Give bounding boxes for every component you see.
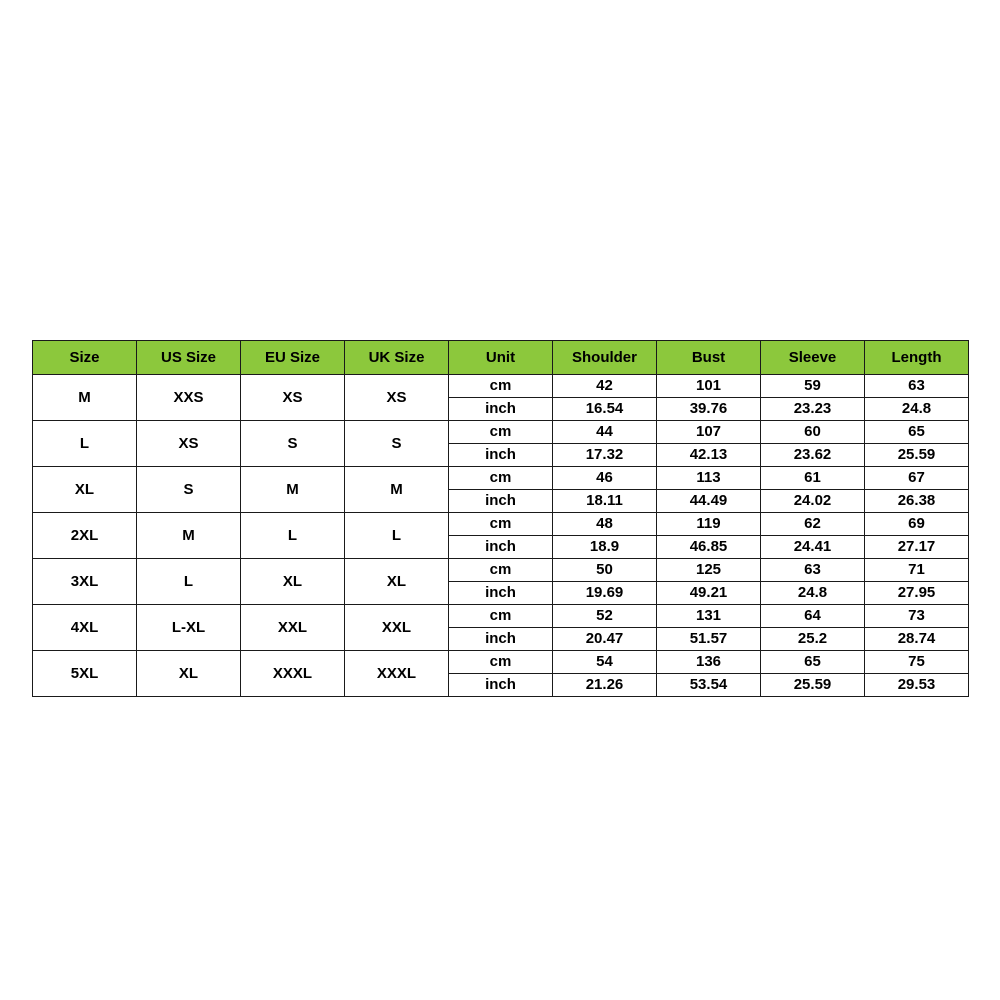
unit-cm-cell: cm <box>449 467 553 490</box>
length-cm-cell: 73 <box>865 605 969 628</box>
length-cm-cell: 75 <box>865 651 969 674</box>
sleeve-inch-cell: 25.59 <box>761 674 865 697</box>
uk-size-cell: XL <box>345 559 449 605</box>
length-inch-cell: 27.17 <box>865 536 969 559</box>
sleeve-inch-cell: 24.02 <box>761 490 865 513</box>
shoulder-cm-cell: 48 <box>553 513 657 536</box>
header-length: Length <box>865 341 969 375</box>
unit-cm-cell: cm <box>449 375 553 398</box>
size-cell: L <box>33 421 137 467</box>
header-size: Size <box>33 341 137 375</box>
table-row <box>33 559 969 582</box>
sleeve-cm-cell: 64 <box>761 605 865 628</box>
us-size-cell: L <box>137 559 241 605</box>
eu-size-cell: M <box>241 467 345 513</box>
length-cm-cell: 71 <box>865 559 969 582</box>
header-eu-size: EU Size <box>241 341 345 375</box>
eu-size-cell: XXXL <box>241 651 345 697</box>
unit-inch-cell: inch <box>449 398 553 421</box>
size-cell: 4XL <box>33 605 137 651</box>
sleeve-cm-cell: 60 <box>761 421 865 444</box>
uk-size-cell: L <box>345 513 449 559</box>
sleeve-cm-cell: 61 <box>761 467 865 490</box>
header-sleeve: Sleeve <box>761 341 865 375</box>
unit-cm-cell: cm <box>449 421 553 444</box>
shoulder-inch-cell: 18.11 <box>553 490 657 513</box>
length-inch-cell: 28.74 <box>865 628 969 651</box>
unit-cm-cell: cm <box>449 559 553 582</box>
size-cell: 5XL <box>33 651 137 697</box>
sleeve-inch-cell: 23.23 <box>761 398 865 421</box>
size-cell: M <box>33 375 137 421</box>
bust-inch-cell: 39.76 <box>657 398 761 421</box>
uk-size-cell: S <box>345 421 449 467</box>
us-size-cell: L-XL <box>137 605 241 651</box>
eu-size-cell: XS <box>241 375 345 421</box>
length-cm-cell: 65 <box>865 421 969 444</box>
uk-size-cell: XXXL <box>345 651 449 697</box>
sleeve-cm-cell: 59 <box>761 375 865 398</box>
size-cell: XL <box>33 467 137 513</box>
uk-size-cell: XXL <box>345 605 449 651</box>
header-row <box>33 341 969 375</box>
length-inch-cell: 26.38 <box>865 490 969 513</box>
uk-size-cell: M <box>345 467 449 513</box>
bust-cm-cell: 131 <box>657 605 761 628</box>
unit-inch-cell: inch <box>449 628 553 651</box>
unit-inch-cell: inch <box>449 490 553 513</box>
table-header <box>33 341 969 375</box>
length-inch-cell: 27.95 <box>865 582 969 605</box>
header-unit: Unit <box>449 341 553 375</box>
bust-cm-cell: 107 <box>657 421 761 444</box>
header-uk-size: UK Size <box>345 341 449 375</box>
bust-cm-cell: 101 <box>657 375 761 398</box>
bust-cm-cell: 119 <box>657 513 761 536</box>
us-size-cell: M <box>137 513 241 559</box>
sleeve-cm-cell: 62 <box>761 513 865 536</box>
sleeve-cm-cell: 63 <box>761 559 865 582</box>
shoulder-cm-cell: 52 <box>553 605 657 628</box>
bust-inch-cell: 44.49 <box>657 490 761 513</box>
bust-cm-cell: 136 <box>657 651 761 674</box>
shoulder-cm-cell: 50 <box>553 559 657 582</box>
bust-cm-cell: 125 <box>657 559 761 582</box>
length-cm-cell: 63 <box>865 375 969 398</box>
shoulder-cm-cell: 46 <box>553 467 657 490</box>
unit-inch-cell: inch <box>449 582 553 605</box>
table-row <box>33 375 969 398</box>
sleeve-inch-cell: 24.41 <box>761 536 865 559</box>
bust-cm-cell: 113 <box>657 467 761 490</box>
eu-size-cell: L <box>241 513 345 559</box>
sleeve-inch-cell: 23.62 <box>761 444 865 467</box>
us-size-cell: XL <box>137 651 241 697</box>
header-us-size: US Size <box>137 341 241 375</box>
unit-cm-cell: cm <box>449 651 553 674</box>
us-size-cell: S <box>137 467 241 513</box>
table-row <box>33 467 969 490</box>
bust-inch-cell: 49.21 <box>657 582 761 605</box>
length-inch-cell: 29.53 <box>865 674 969 697</box>
shoulder-cm-cell: 42 <box>553 375 657 398</box>
us-size-cell: XS <box>137 421 241 467</box>
length-inch-cell: 24.8 <box>865 398 969 421</box>
table-row <box>33 651 969 674</box>
shoulder-inch-cell: 19.69 <box>553 582 657 605</box>
length-cm-cell: 67 <box>865 467 969 490</box>
shoulder-inch-cell: 16.54 <box>553 398 657 421</box>
unit-cm-cell: cm <box>449 605 553 628</box>
size-cell: 3XL <box>33 559 137 605</box>
size-chart-table <box>32 340 969 697</box>
header-shoulder: Shoulder <box>553 341 657 375</box>
header-bust: Bust <box>657 341 761 375</box>
shoulder-inch-cell: 18.9 <box>553 536 657 559</box>
length-inch-cell: 25.59 <box>865 444 969 467</box>
unit-cm-cell: cm <box>449 513 553 536</box>
bust-inch-cell: 51.57 <box>657 628 761 651</box>
sleeve-cm-cell: 65 <box>761 651 865 674</box>
bust-inch-cell: 46.85 <box>657 536 761 559</box>
sleeve-inch-cell: 24.8 <box>761 582 865 605</box>
unit-inch-cell: inch <box>449 444 553 467</box>
shoulder-inch-cell: 20.47 <box>553 628 657 651</box>
bust-inch-cell: 53.54 <box>657 674 761 697</box>
shoulder-inch-cell: 21.26 <box>553 674 657 697</box>
bust-inch-cell: 42.13 <box>657 444 761 467</box>
size-cell: 2XL <box>33 513 137 559</box>
eu-size-cell: S <box>241 421 345 467</box>
eu-size-cell: XXL <box>241 605 345 651</box>
uk-size-cell: XS <box>345 375 449 421</box>
unit-inch-cell: inch <box>449 674 553 697</box>
table-body <box>33 375 969 697</box>
length-cm-cell: 69 <box>865 513 969 536</box>
shoulder-cm-cell: 54 <box>553 651 657 674</box>
eu-size-cell: XL <box>241 559 345 605</box>
table-row <box>33 513 969 536</box>
us-size-cell: XXS <box>137 375 241 421</box>
table-row <box>33 421 969 444</box>
shoulder-inch-cell: 17.32 <box>553 444 657 467</box>
unit-inch-cell: inch <box>449 536 553 559</box>
shoulder-cm-cell: 44 <box>553 421 657 444</box>
table-row <box>33 605 969 628</box>
sleeve-inch-cell: 25.2 <box>761 628 865 651</box>
